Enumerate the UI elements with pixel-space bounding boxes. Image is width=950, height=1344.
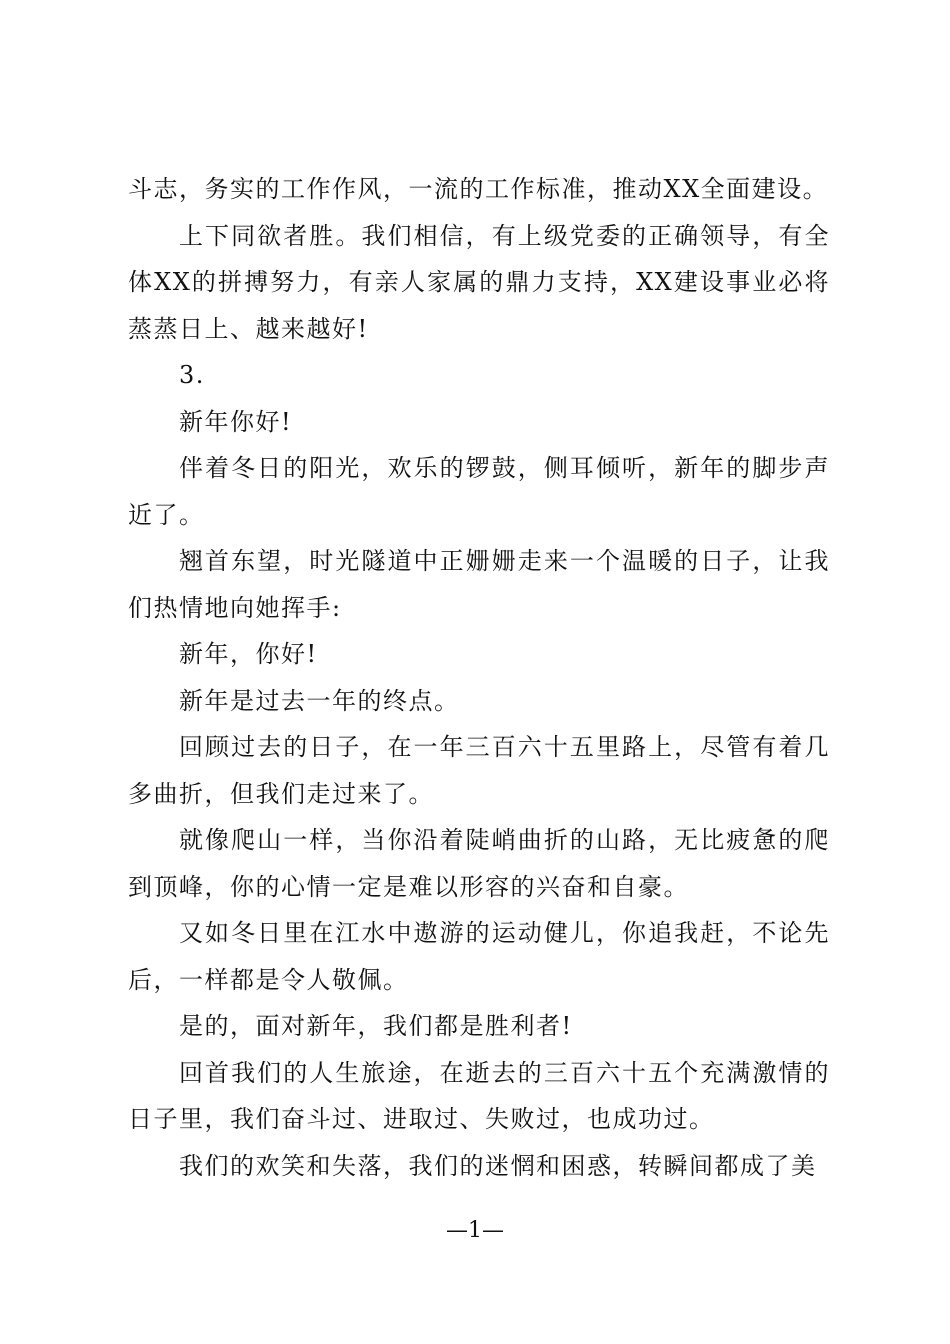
paragraph: 回首我们的人生旅途，在逝去的三百六十五个充满激情的日子里，我们奋斗过、进取过、失败过，也成功过。 [128,1058,830,1133]
paragraph: 又如冬日里在江水中遨游的运动健儿，你追我赶，不论先后，一样都是令人敬佩。 [128,919,830,994]
paragraph: 新年，你好! [179,640,318,668]
paragraph: 是的，面对新年，我们都是胜利者! [179,1012,573,1040]
section-number: 3. [179,361,205,389]
paragraph: 就像爬山一样，当你沿着陡峭曲折的山路，无比疲惫的爬到顶峰，你的心情一定是难以形容的兴奋和自豪。 [128,826,830,901]
paragraph: 我们的欢笑和失落，我们的迷惘和困惑，转瞬间都成了美 [179,1151,817,1180]
page-number: —1— [446,1218,504,1243]
paragraph: 上下同欲者胜。我们相信，有上级党委的正确领导，有全体XX的拼搏努力，有亲人家属的鼎力支持，XX建设事业必将蒸蒸日上、越来越好! [128,221,830,343]
paragraph: 新年是过去一年的终点。 [179,686,460,715]
paragraph: 回顾过去的日子，在一年三百六十五里路上，尽管有着几多曲折，但我们走过来了。 [128,733,830,808]
paragraph: 翘首东望，时光隧道中正姗姗走来一个温暖的日子，让我们热情地向她挥手: [128,547,830,622]
document-body [128,166,830,1189]
paragraph: 伴着冬日的阳光，欢乐的锣鼓，侧耳倾听，新年的脚步声近了。 [128,454,830,529]
paragraph-continued: 斗志，务实的工作作风，一流的工作标准，推动XX全面建设。 [128,175,829,203]
paragraph: 新年你好! [179,407,293,436]
